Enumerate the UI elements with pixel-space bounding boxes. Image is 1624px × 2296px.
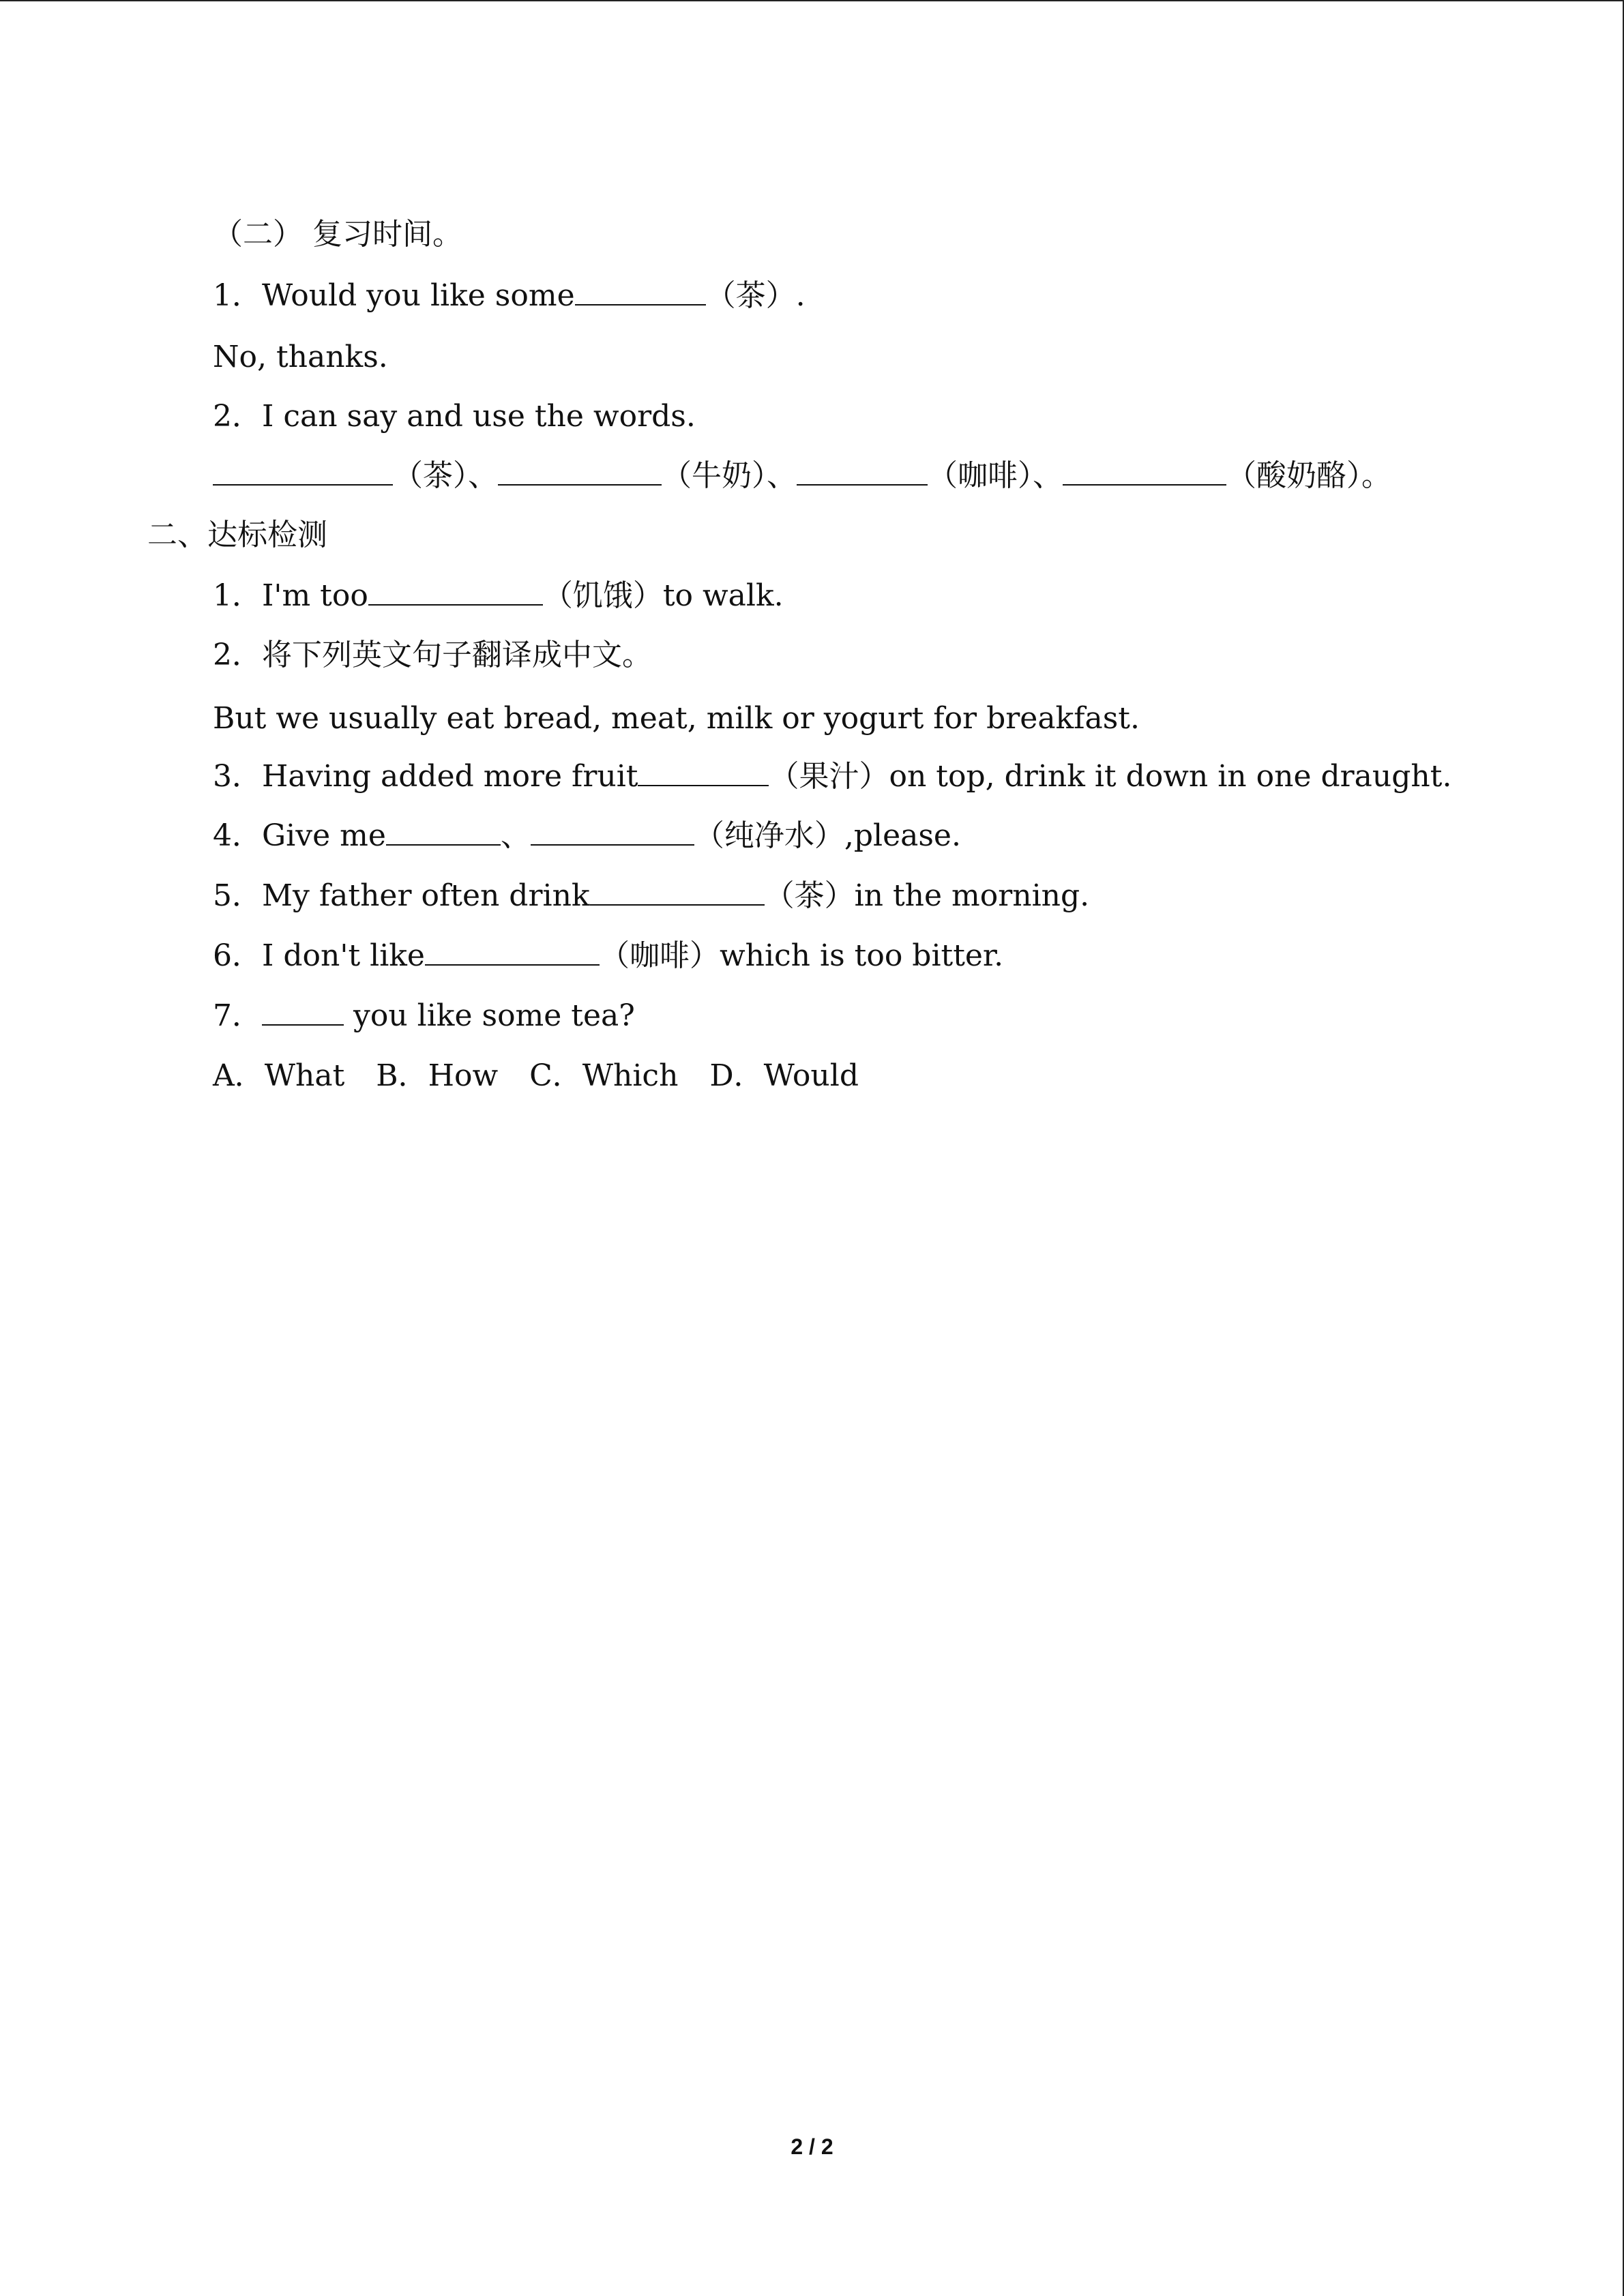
review-question-1-answer: No, thanks. [213, 340, 388, 374]
page-top-border [0, 0, 1624, 1]
answer-blank[interactable] [797, 457, 928, 486]
answer-blank[interactable] [575, 277, 706, 305]
answer-blank[interactable] [531, 817, 694, 846]
answer-blank[interactable] [1063, 457, 1226, 486]
answer-blank[interactable] [590, 877, 765, 906]
option-b[interactable]: B．How [376, 1058, 499, 1093]
page-number: 2 / 2 [791, 2134, 833, 2159]
review-question-1: 1．Would you like some （茶）. [213, 278, 806, 313]
test-question-4: 4．Give me 、 （纯净水）,please. [213, 818, 961, 853]
answer-blank[interactable] [262, 997, 344, 1026]
test-question-2-sentence: But we usually eat bread, meat, milk or yogurt for breakfast. [213, 701, 1140, 736]
option-c[interactable]: C．Which [529, 1058, 679, 1093]
test-question-6: 6．I don't like （咖啡）which is too bitter. [213, 938, 1004, 973]
answer-blank[interactable] [386, 817, 501, 846]
test-question-2: 2．将下列英文句子翻译成中文。 [213, 638, 652, 672]
answer-blank[interactable] [498, 457, 662, 486]
review-question-2-blanks: （茶）、 （牛奶）、 （咖啡）、 （酸奶酪）。 [213, 457, 1391, 495]
answer-blank[interactable] [213, 457, 393, 486]
option-d[interactable]: D．Would [709, 1058, 859, 1093]
review-heading: （二） 复习时间。 [213, 217, 462, 252]
answer-blank[interactable] [368, 577, 543, 606]
option-a[interactable]: A．What [213, 1058, 345, 1093]
test-question-7-options [213, 1057, 890, 1095]
test-question-7: 7． you like some tea? [213, 998, 635, 1033]
answer-blank[interactable] [638, 758, 769, 786]
test-heading: 二、达标检测 [147, 518, 327, 552]
test-question-1: 1．I'm too （饥饿）to walk. [213, 578, 784, 613]
answer-blank[interactable] [425, 937, 600, 966]
test-question-3: 3．Having added more fruit （果汁）on top, drink it down in one draught. [213, 759, 1452, 794]
test-question-5: 5．My father often drink （茶）in the morning. [213, 878, 1090, 913]
review-question-2: 2．I can say and use the words. [213, 399, 696, 434]
